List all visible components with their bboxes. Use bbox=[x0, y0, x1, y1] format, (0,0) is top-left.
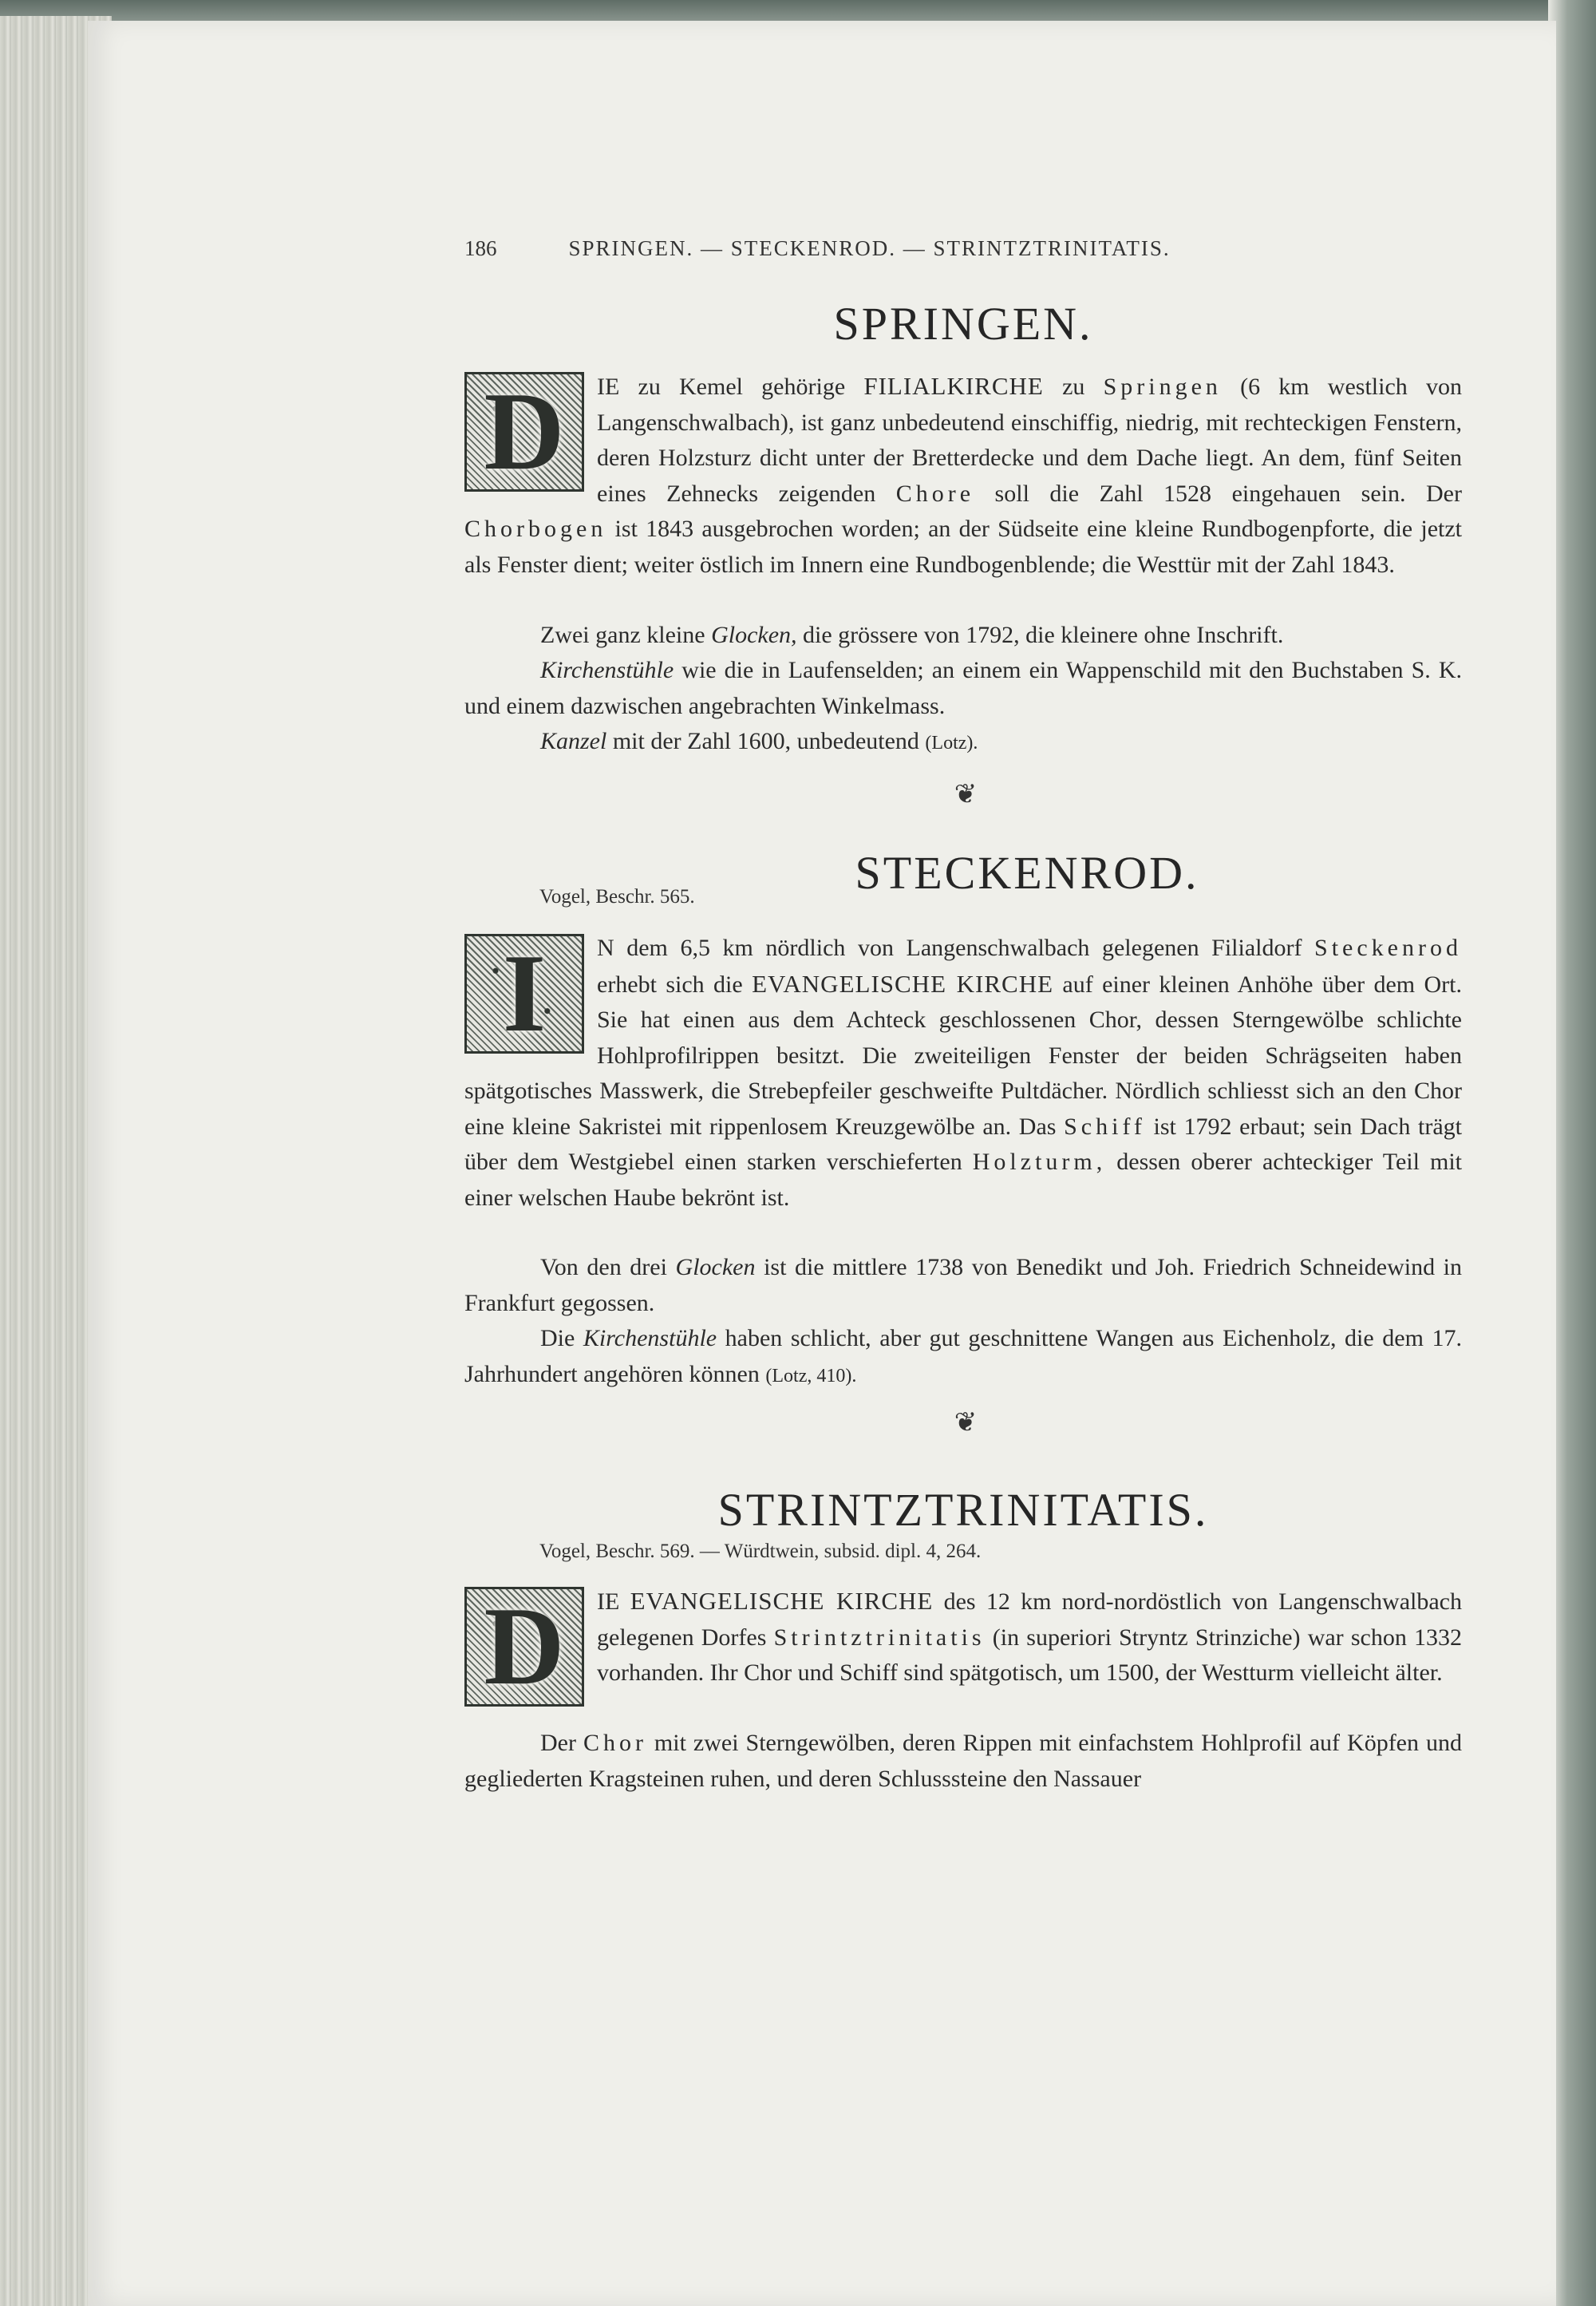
ornament-fleuron-icon: ❦ bbox=[954, 780, 978, 809]
source-steckenrod: Vogel, Beschr. 565. bbox=[539, 886, 695, 908]
paragraph-springen-4: Kanzel mit der Zahl 1600, unbedeutend (Lotz). bbox=[540, 728, 978, 754]
ornament-fleuron-icon: ❦ bbox=[954, 1408, 978, 1438]
section-title-steckenrod: STECKENROD. bbox=[855, 847, 1199, 899]
paragraph-springen-2: Zwei ganz kleine Glocken, die grössere von 1792, die kleinere ohne Inschrift. bbox=[540, 622, 1284, 648]
decorated-initial-d-icon: D bbox=[464, 372, 584, 492]
paragraph-strintztrinitatis-2: Der Chor mit zwei Sterngewölben, deren Rippen mit einfachstem Hohlprofil auf Köpfen und gegliederten Kragsteinen ruhen, und deren Schlusssteine den Nassauer bbox=[464, 1730, 1462, 1792]
paragraph-steckenrod-2: Von den drei Glocken ist die mittlere 1738 von Benedikt und Joh. Friedrich Schneidewind in Frankfurt gegossen. bbox=[464, 1254, 1462, 1316]
decorated-initial-i-icon: I bbox=[464, 934, 584, 1054]
page-number: 186 bbox=[464, 236, 497, 260]
source-strintztrinitatis: Vogel, Beschr. 569. — Würdtwein, subsid. dipl. 4, 264. bbox=[539, 1541, 982, 1562]
running-head bbox=[464, 236, 1302, 261]
section-title-springen: SPRINGEN. bbox=[833, 298, 1093, 350]
paragraph-steckenrod-1: I N dem 6,5 km nördlich von Langenschwalbach gelegenen Filialdorf Steckenrod erhebt sich die EVANGELISCHE KIRCHE auf einer kleinen Anhöhe über dem Ort. Sie hat einen aus dem Achteck geschlossenen Chor, dessen Sterngewölbe schlichte Hohlprofilrippen besitzt. Die zweiteiligen Fenster der beiden Schrägseiten haben spätgotisches Masswerk, die Strebepfeiler geschweifte Pultdächer. Nördlich schliesst sich an den Chor eine kleine Sakristei mit rippenlosem Kreuzgewölbe an. Das Schiff ist 1792 erbaut; sein Dach trägt über dem Westgiebel einen starken verschieferten Holzturm, dessen oberer achteckiger Teil mit einer welschen Haube bekrönt ist. bbox=[464, 931, 1463, 1211]
paragraph-springen-3: Kirchenstühle wie die in Laufenselden; an einem ein Wappenschild mit den Buchstaben S. K. und einem dazwischen angebrachten Winkelmass. bbox=[464, 657, 1462, 719]
running-head-title: SPRINGEN. — STECKENROD. — STRINTZTRINITATIS. bbox=[568, 236, 1171, 260]
paragraph-strintztrinitatis-1: D IE EVANGELISCHE KIRCHE des 12 km nord-nordöstlich von Langenschwalbach gelegenen Dorfes Strintztrinitatis (in superiori Stryntz Strinziche) war schon 1332 vorhanden. Ihr Chor und Schiff sind spätgotisch, um 1500, der Westturm vielleicht älter. bbox=[464, 1584, 1462, 1708]
scan-top-edge bbox=[0, 0, 1596, 22]
paragraph-steckenrod-3: Die Kirchenstühle haben schlicht, aber gut geschnittene Wangen aus Eichenholz, die dem 17. Jahrhundert angehören können (Lotz, 410). bbox=[464, 1325, 1462, 1387]
section-title-strintztrinitatis: STRINTZTRINITATIS. bbox=[717, 1484, 1209, 1536]
paragraph-springen-1: D IE zu Kemel gehörige FILIALKIRCHE zu Springen (6 km westlich von Langenschwalbach), ist ganz unbedeutend einschiffig, niedrig, mit rechteckigen Fenstern, deren Holzsturz dicht unter der Bretterdecke und dem Dache liegt. An dem, fünf Seiten eines Zehnecks zeigenden Chore soll die Zahl 1528 eingehauen sein. Der Chorbogen ist 1843 ausgebrochen worden; an der Südseite eine kleine Rundbogenpforte, die jetzt als Fenster dient; weiter östlich im Innern eine Rundbogenblende; die Westtür mit der Zahl 1843. bbox=[464, 370, 1462, 578]
decorated-initial-d-icon: D bbox=[464, 1587, 584, 1707]
